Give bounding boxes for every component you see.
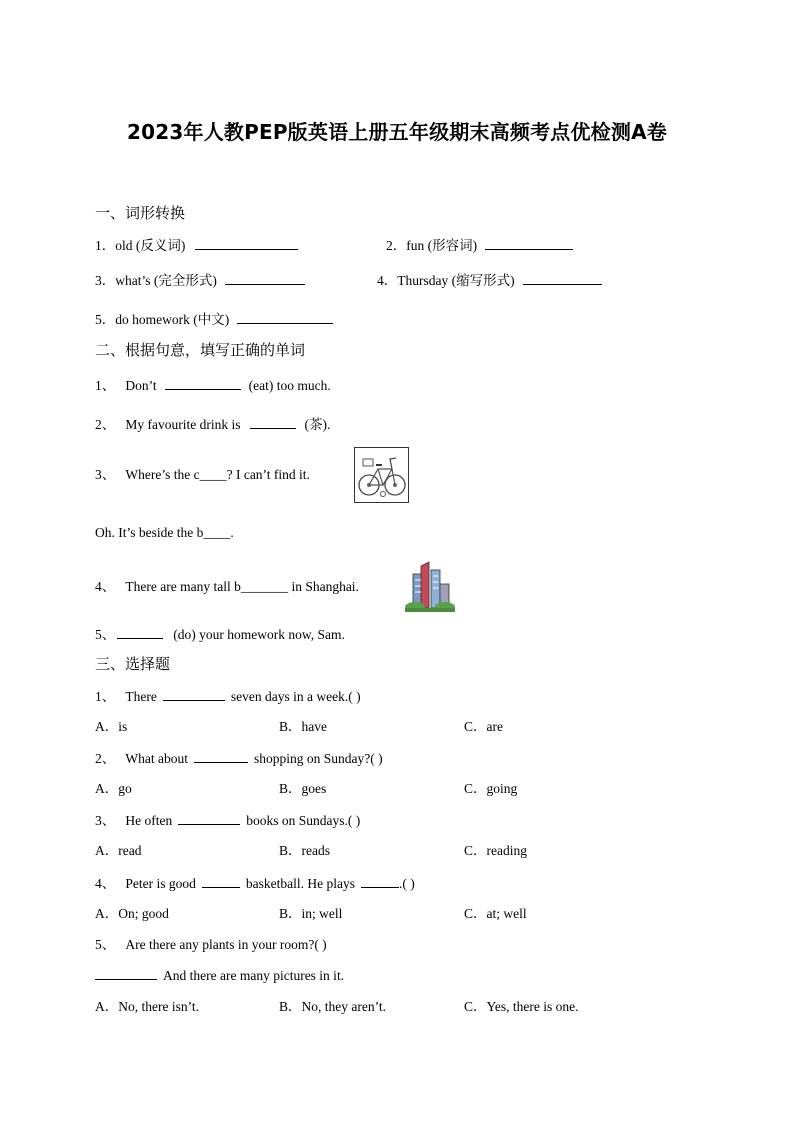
s3-question-5-line2: And there are many pictures in it. (95, 966, 344, 985)
s2-item-2: 2、 My favourite drink is (茶). (95, 417, 331, 432)
option-c[interactable]: C．at; well (464, 906, 527, 921)
option-a[interactable]: A．On; good (95, 906, 169, 921)
answer-blank[interactable] (165, 376, 241, 390)
option-c[interactable]: C．Yes, there is one. (464, 999, 579, 1014)
option-c[interactable]: C．reading (464, 843, 527, 858)
answer-blank[interactable] (225, 271, 305, 285)
answer-blank[interactable] (117, 625, 163, 639)
s2-item-3b: Oh. It’s beside the b____. (95, 525, 234, 540)
answer-blank[interactable] (202, 874, 240, 888)
option-b[interactable]: B．in; well (279, 906, 343, 921)
answer-blank[interactable] (178, 811, 240, 825)
s3-question-2: 2、 What about shopping on Sunday?( ) (95, 751, 383, 766)
option-a[interactable]: A．read (95, 843, 142, 858)
option-b[interactable]: B．reads (279, 843, 330, 858)
s2-item-5: 5、 (do) your homework now, Sam. (95, 627, 345, 642)
answer-blank[interactable] (95, 966, 157, 980)
option-a[interactable]: A．No, there isn’t. (95, 999, 199, 1014)
option-b[interactable]: B．have (279, 719, 327, 734)
option-a[interactable]: A．go (95, 781, 132, 796)
answer-blank[interactable] (163, 687, 225, 701)
s1-item-1: 1．old (反义词) (95, 236, 302, 255)
answer-blank[interactable] (195, 236, 298, 250)
answer-blank[interactable] (237, 310, 333, 324)
s3-question-1: 1、 There seven days in a week.( ) (95, 689, 361, 704)
s3-question-3: 3、 He often books on Sundays.( ) (95, 813, 361, 828)
s2-item-4: 4、 There are many tall b_______ in Shanghai. (95, 579, 359, 594)
s1-item-5: 5．do homework (中文) (95, 310, 337, 329)
s1-item-4: 4．Thursday (缩写形式) (377, 271, 606, 290)
section-heading-1: 一、词形转换 (95, 204, 186, 222)
page-title: 2023年人教PEP版英语上册五年级期末高频考点优检测A卷 (127, 120, 667, 144)
option-b[interactable]: B．goes (279, 781, 327, 796)
answer-blank[interactable] (523, 271, 602, 285)
bicycle-picture (354, 447, 409, 503)
s1-item-3: 3．what’s (完全形式) (95, 271, 309, 290)
answer-blank[interactable] (361, 874, 399, 888)
s2-item-3: 3、 Where’s the c____? I can’t find it. (95, 467, 310, 482)
buildings-picture (405, 560, 455, 612)
answer-blank[interactable] (194, 749, 248, 763)
option-c[interactable]: C．going (464, 781, 518, 796)
s3-question-4: 4、 Peter is good basketball. He plays .( ) (95, 876, 415, 891)
section-heading-2: 二、根据句意，填写正确的单词 (95, 341, 306, 359)
option-b[interactable]: B．No, they aren’t. (279, 999, 386, 1014)
s3-question-5: 5、 Are there any plants in your room?( ) (95, 937, 327, 952)
answer-blank[interactable] (250, 415, 296, 429)
s2-item-1: 1、 Don’t (eat) too much. (95, 378, 331, 393)
option-a[interactable]: A．is (95, 719, 128, 734)
section-heading-3: 三、选择题 (95, 655, 171, 673)
option-c[interactable]: C．are (464, 719, 503, 734)
answer-blank[interactable] (485, 236, 573, 250)
s1-item-2: 2．fun (形容词) (386, 236, 577, 255)
